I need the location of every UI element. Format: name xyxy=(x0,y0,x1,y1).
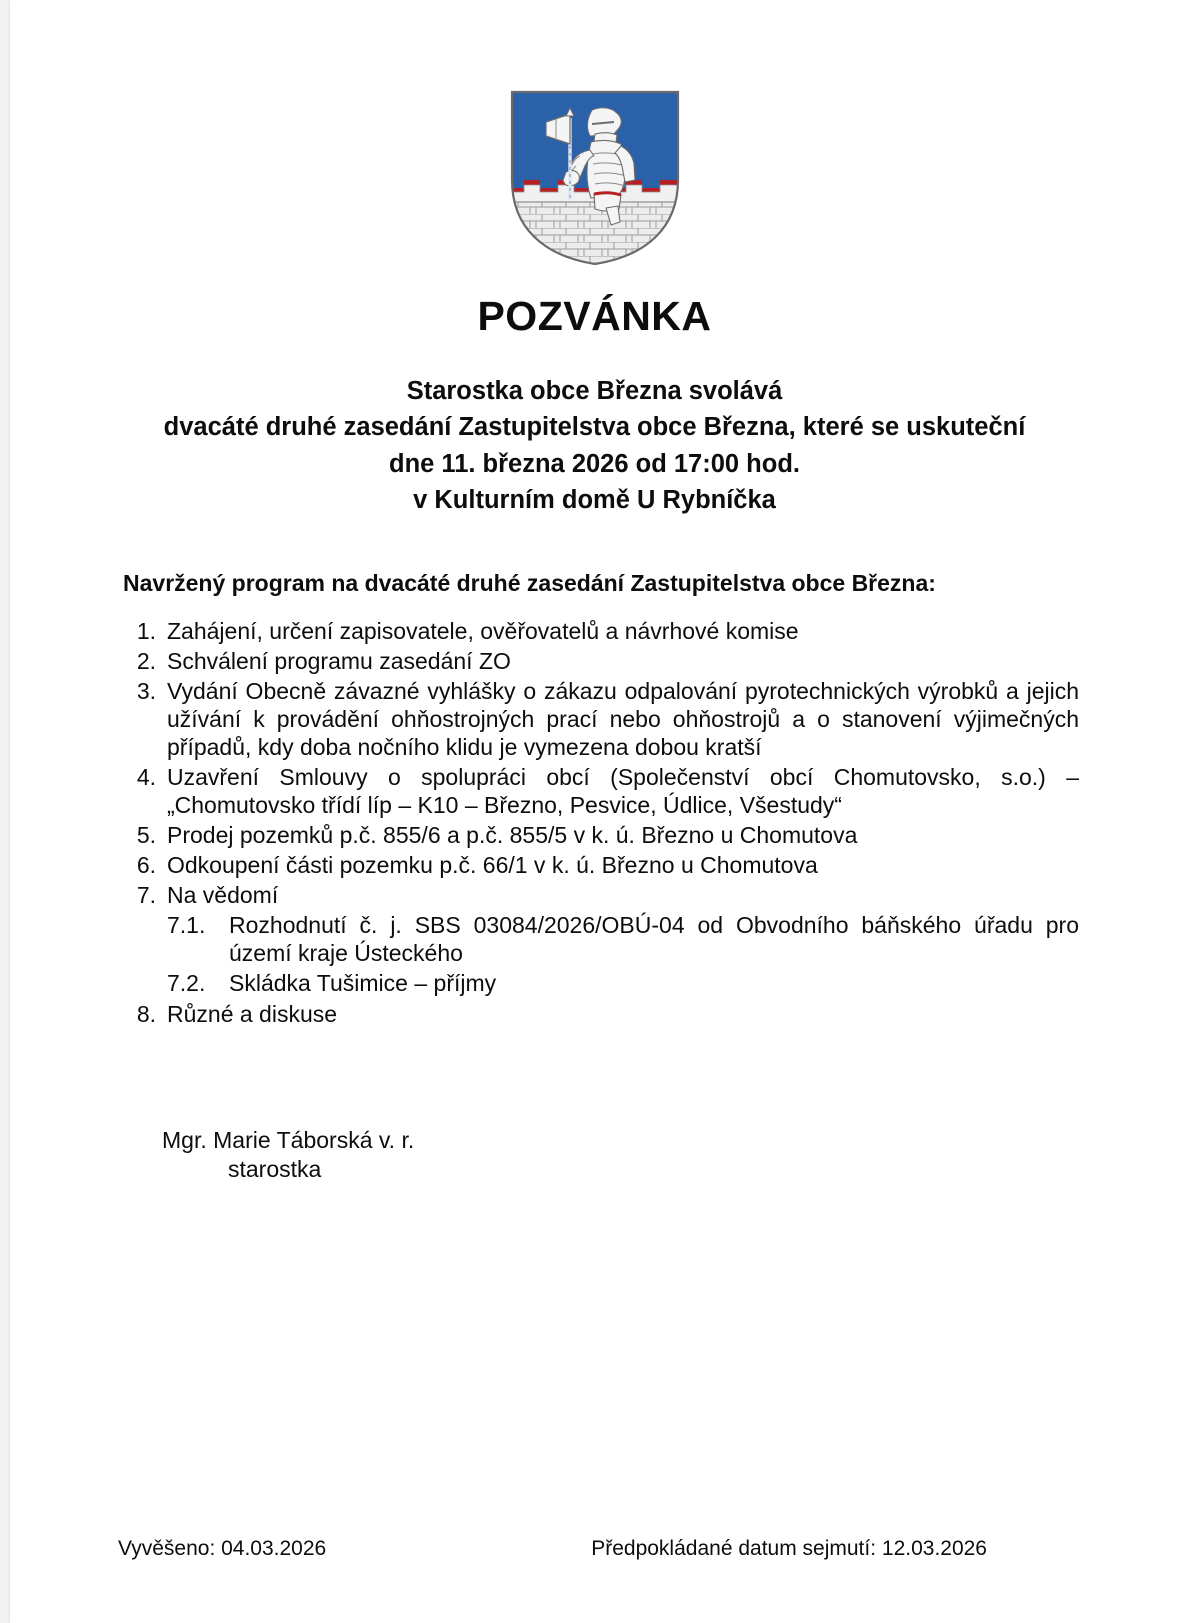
document-page xyxy=(10,0,1179,1623)
coat-of-arms-container xyxy=(10,0,1179,268)
agenda-item-text: Vydání Obecně závazné vyhlášky o zákazu odpalování pyrotechnických výrobků a jejich užívání k provádění ohňostrojných prací nebo ohňostrojů a o stanovení výjimečných případů, kdy doba nočního klidu je vymezena dobou kratší xyxy=(167,678,1079,761)
lead-line-4: v Kulturním domě U Rybníčka xyxy=(413,485,776,514)
agenda-item xyxy=(123,647,1079,675)
agenda-subitem xyxy=(123,911,1079,967)
signatory-name: Mgr. Marie Táborská v. r. xyxy=(162,1126,415,1153)
agenda-subitem-text: Rozhodnutí č. j. SBS 03084/2026/OBÚ-04 od Obvodního báňského úřadu pro území kraje Ústeckého xyxy=(229,912,1079,967)
agenda-item-number: 1. xyxy=(136,617,156,644)
agenda-item-text: Odkoupení části pozemku p.č. 66/1 v k. ú. Březno u Chomutova xyxy=(167,852,818,879)
agenda-item-number: 7. xyxy=(136,882,156,909)
coat-of-arms-icon xyxy=(506,88,684,268)
agenda-item-number: 6. xyxy=(136,852,156,879)
lead-line-3: dne 11. března 2026 od 17:00 hod. xyxy=(389,449,800,478)
agenda-item-number: 4. xyxy=(136,764,156,791)
agenda-item-text: Uzavření Smlouvy o spolupráci obcí (Společenství obcí Chomutovsko, s.o.) – „Chomutovsko třídí líp – K10 – Březno, Pesvice, Údlice, Všestudy“ xyxy=(167,764,1079,819)
agenda-subitem xyxy=(123,969,1079,997)
agenda-subitem-number: 7.1. xyxy=(167,912,206,939)
removal-date: Předpokládané datum sejmutí: 12.03.2026 xyxy=(591,1537,987,1560)
page-title: POZVÁNKA xyxy=(477,293,712,339)
agenda-item xyxy=(123,617,1079,645)
agenda-item-text: Schválení programu zasedání ZO xyxy=(167,647,511,674)
agenda-item-text: Na vědomí xyxy=(167,882,279,909)
signatory-role: starostka xyxy=(228,1156,322,1183)
agenda-list xyxy=(10,617,1179,1028)
program-heading: Navržený program na dvacáté druhé zasedání Zastupitelstva obce Března: xyxy=(123,569,936,596)
lead-line-2: dvacáté druhé zasedání Zastupitelstva obce Března, které se uskuteční xyxy=(163,413,1026,442)
agenda-item-text: Zahájení, určení zapisovatele, ověřovatelů a návrhové komise xyxy=(167,617,799,644)
posted-date: Vyvěšeno: 04.03.2026 xyxy=(118,1537,327,1560)
document-footer xyxy=(10,1537,1179,1561)
agenda-item xyxy=(123,881,1079,909)
agenda-item-number: 8. xyxy=(136,1000,156,1027)
agenda-item-text: Různé a diskuse xyxy=(167,1000,338,1027)
agenda-item-number: 5. xyxy=(136,822,156,849)
agenda-item-number: 3. xyxy=(136,678,156,704)
agenda-item xyxy=(123,677,1079,761)
agenda-subitem-number: 7.2. xyxy=(167,970,206,997)
signature-block xyxy=(10,1126,1179,1186)
agenda-subitem-text: Skládka Tušimice – příjmy xyxy=(229,970,497,997)
agenda-item xyxy=(123,821,1079,849)
lead-line-1: Starostka obce Března svolává xyxy=(406,377,783,406)
agenda-item-number: 2. xyxy=(136,647,156,674)
agenda-item xyxy=(123,1000,1079,1028)
agenda-item-text: Prodej pozemků p.č. 855/6 a p.č. 855/5 v k. ú. Březno u Chomutova xyxy=(167,822,858,849)
agenda-item xyxy=(123,763,1079,819)
invitation-lead xyxy=(10,373,1179,518)
agenda-item xyxy=(123,851,1079,879)
